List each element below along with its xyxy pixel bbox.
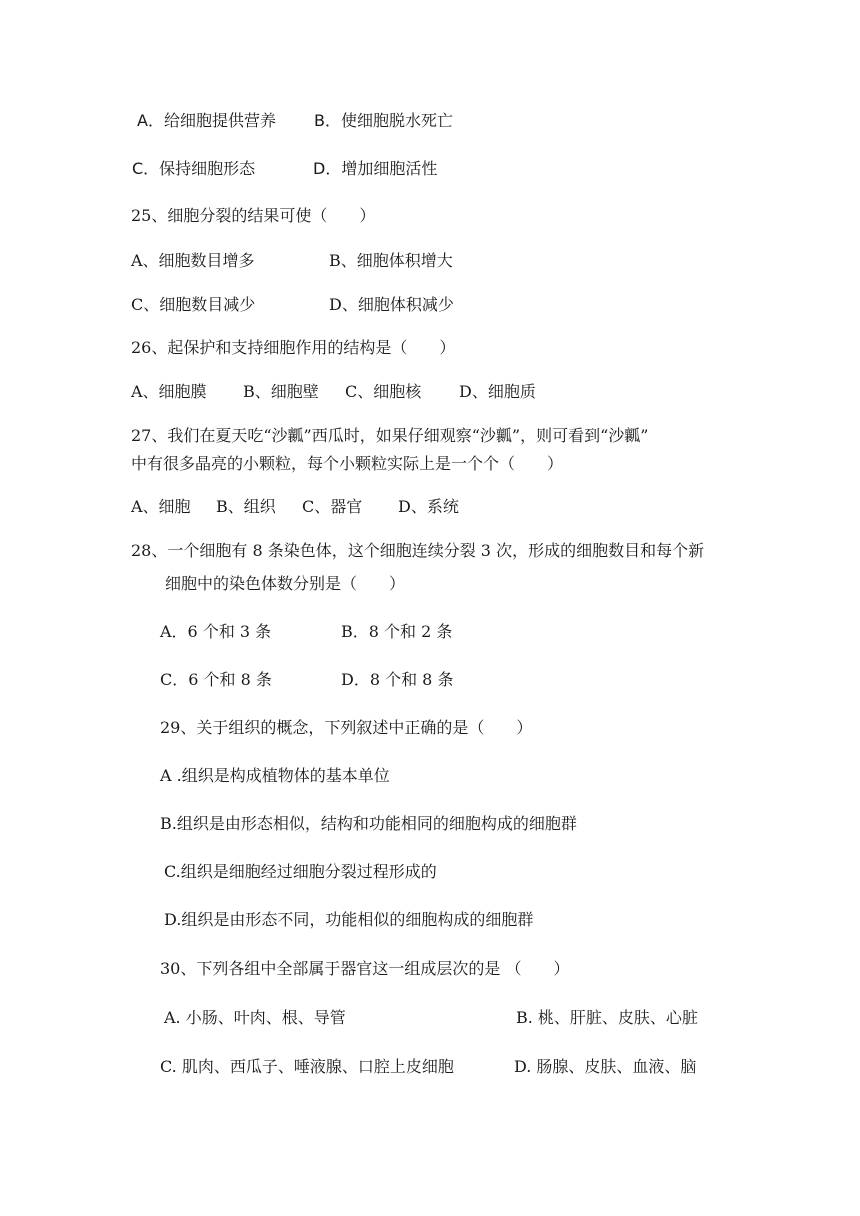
q28-option-c: C．6 个和 8 条 [160,670,272,689]
q27-option-c: C、器官 [302,497,363,516]
q29-option-c: C.组织是细胞经过细胞分裂过程形成的 [164,862,437,881]
q30-option-d: D. 肠腺、皮肤、血液、脑 [514,1057,697,1076]
q28-option-d: D．8 个和 8 条 [341,670,454,689]
q25-option-c: C、细胞数目减少 [131,295,256,314]
q25-option-d: D、细胞体积减少 [329,295,454,314]
q30-option-c: C. 肌肉、西瓜子、唾液腺、口腔上皮细胞 [160,1057,454,1076]
q26-stem: 26、起保护和支持细胞作用的结构是（ ） [131,338,456,357]
q27-option-a: A、细胞 [131,497,191,516]
q28-stem-line2: 细胞中的染色体数分别是（ ） [165,574,406,593]
q30-stem: 30、下列各组中全部属于器官这一组成层次的是 （ ） [160,959,570,978]
q27-option-b: B、组织 [216,497,276,516]
q24-option-a: A．给细胞提供营养 [137,111,276,130]
q25-option-a: A、细胞数目增多 [131,251,255,270]
q24-option-c: C．保持细胞形态 [132,159,256,178]
q26-option-d: D、细胞质 [459,382,536,401]
q29-option-b: B.组织是由形态相似，结构和功能相同的细胞构成的细胞群 [160,814,577,833]
q26-option-c: C、细胞核 [345,382,422,401]
q27-stem-line1: 27、我们在夏天吃“沙瓤”西瓜时，如果仔细观察“沙瓤”，则可看到“沙瓤” [131,426,649,445]
q29-option-d: D.组织是由形态不同，功能相似的细胞构成的细胞群 [164,910,534,929]
q27-option-d: D、系统 [398,497,459,516]
q26-option-a: A、细胞膜 [131,382,207,401]
q25-stem: 25、细胞分裂的结果可使（ ） [131,206,376,225]
q28-option-b: B．8 个和 2 条 [341,622,453,641]
q24-option-b: B．使细胞脱水死亡 [314,111,453,130]
q27-stem-line2: 中有很多晶亮的小颗粒，每个小颗粒实际上是一个个（ ） [131,454,564,473]
q29-stem: 29、关于组织的概念，下列叙述中正确的是（ ） [160,718,533,737]
q25-option-b: B、细胞体积增大 [329,251,453,270]
q28-stem-line1: 28、一个细胞有 8 条染色体，这个细胞连续分裂 3 次，形成的细胞数目和每个新 [131,541,705,560]
q30-option-b: B. 桃、肝脏、皮肤、心脏 [516,1008,698,1027]
q26-option-b: B、细胞壁 [243,382,319,401]
q30-option-a: A. 小肠、叶肉、根、导管 [164,1008,346,1027]
q28-option-a: A．6 个和 3 条 [160,622,272,641]
q24-option-d: D．增加细胞活性 [313,159,438,178]
q29-option-a: A .组织是构成植物体的基本单位 [160,766,390,785]
